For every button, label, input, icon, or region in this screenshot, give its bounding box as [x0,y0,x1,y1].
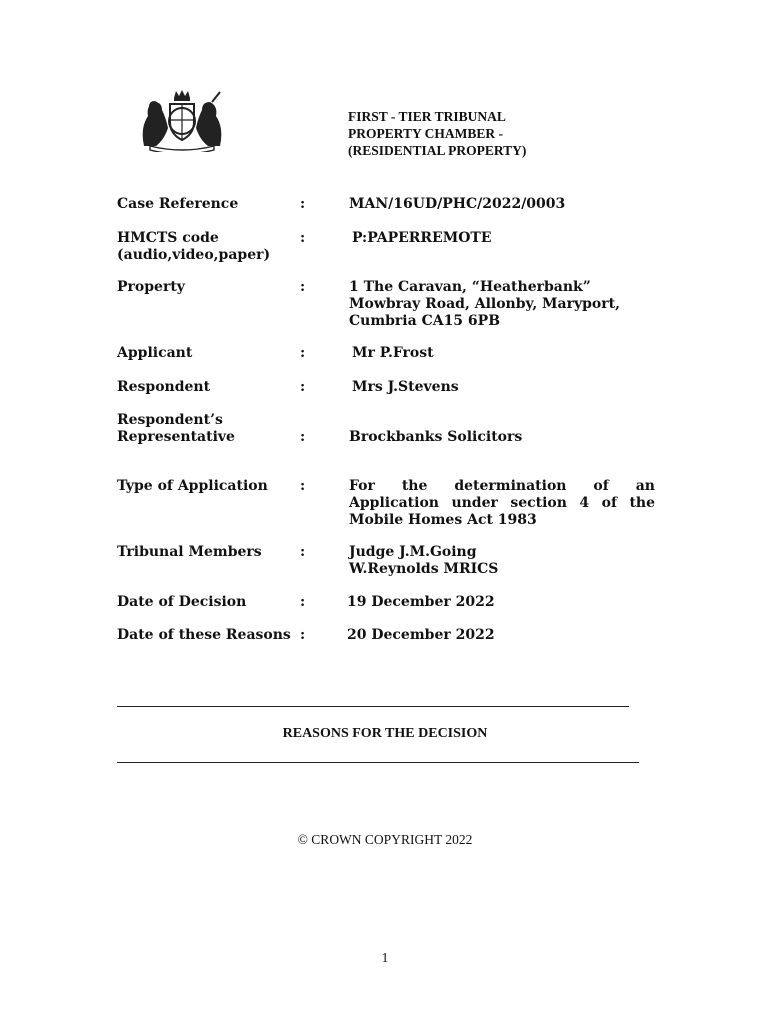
field-colon: : [300,478,306,494]
field-colon: : [300,345,306,361]
field-value-line: Judge J.M.Going [349,544,477,560]
field-label-line: Representative [117,429,235,445]
field-label-line: (audio,video,paper) [117,247,271,263]
field-label: Respondent [117,379,211,395]
field-label: Applicant [117,345,193,361]
field-value: Mr P.Frost [352,345,434,361]
field-value-line: Mobile Homes Act 1983 [349,512,537,528]
copyright-notice: © CROWN COPYRIGHT 2022 [297,832,473,847]
tribunal-line: FIRST - TIER TRIBUNAL [348,109,506,124]
field-colon: : [300,379,306,395]
field-colon: : [300,627,306,643]
field-value-line: For the determination of an [349,478,655,494]
tribunal-line: PROPERTY CHAMBER - [348,126,504,141]
field-value: 19 December 2022 [347,594,495,610]
royal-coat-of-arms-icon [136,88,228,152]
field-value: P:PAPERREMOTE [352,230,492,246]
reasons-heading: REASONS FOR THE DECISION [282,726,488,741]
field-label [117,230,297,264]
field-value: 20 December 2022 [347,627,495,643]
field-value-line: 1 The Caravan, “Heatherbank” [349,279,591,295]
field-value: Brockbanks Solicitors [349,429,523,445]
field-colon: : [300,279,306,295]
divider-line [117,706,629,707]
field-colon: : [300,429,306,445]
field-value-line: Mowbray Road, Allonby, Maryport, [349,296,620,312]
field-value: Mrs J.Stevens [352,379,459,395]
field-label: Date of Decision [117,594,247,610]
field-label: Tribunal Members [117,544,262,560]
field-label: Property [117,279,185,295]
field-value-line: Application under section 4 of the [349,495,655,511]
field-colon: : [300,594,306,610]
field-label: Type of Application [117,478,268,494]
field-label-line: Respondent’s [117,412,223,428]
field-colon: : [300,544,306,560]
field-value: MAN/16UD/PHC/2022/0003 [349,196,566,212]
field-label: Date of these Reasons [117,627,291,643]
divider-line [117,762,639,763]
field-value-line: Cumbria CA15 6PB [349,313,501,329]
field-colon: : [300,196,306,212]
field-label: Case Reference [117,196,239,212]
page-number: 1 [381,950,389,965]
field-colon: : [300,230,306,246]
tribunal-heading [348,108,526,159]
tribunal-line: (RESIDENTIAL PROPERTY) [348,143,527,158]
field-label [117,412,297,446]
field-value-line: W.Reynolds MRICS [349,561,499,577]
field-label-line: HMCTS code [117,230,219,246]
